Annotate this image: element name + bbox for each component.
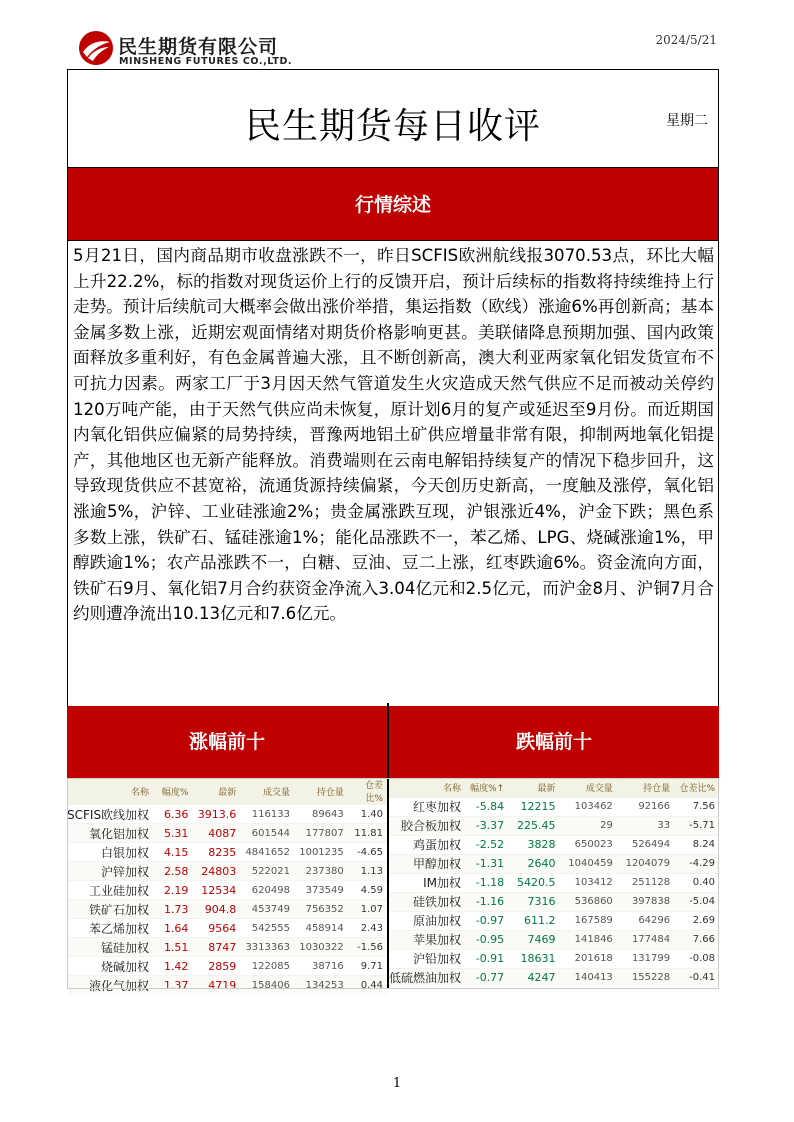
cell-name: 硅铁加权 (389, 892, 465, 911)
cell-oi-change-pct: 9.71 (348, 957, 387, 976)
cell-oi-change-pct: -4.65 (348, 843, 387, 862)
page-title: 民生期货每日收评 (244, 106, 541, 147)
table-row (67, 824, 387, 843)
cell-open-interest: 64296 (617, 911, 674, 930)
cell-volume: 620498 (240, 881, 294, 900)
cell-name: 胶合板加权 (389, 816, 465, 835)
top-gainers-table (67, 778, 387, 995)
cell-oi-change-pct: -0.41 (674, 968, 719, 987)
cell-volume: 201618 (560, 949, 617, 968)
cell-volume: 536860 (560, 892, 617, 911)
cell-name: SCFIS欧线加权 (67, 805, 153, 824)
cell-open-interest: 397838 (617, 892, 674, 911)
cell-volume: 3313363 (240, 938, 294, 957)
market-summary-text: 5月21日，国内商品期市收盘涨跌不一，昨日SCFIS欧洲航线报3070.53点，环比大幅上升22.2%，标的指数对现货运价上行的反馈开启，预计后续标的指数将持续维持上行走势。预计后续航司大概率会做出涨价举措，集运指数（欧线）涨逾6%再创新高；基本金属多数上涨，近期宏观面情绪对期货价格影响更甚。美联储降息预期加强、国内政策面释放多重利好，有色金属普遍大涨，且不断创新高，澳大利亚两家氧化铝发货宣布不可抗力因素。两家工厂于3月因天然气管道发生火灾造成天然气供应不足而被动关停约120万吨产能，由于天然气供应尚未恢复，原计划6月的复产或延迟至9月份。而近期国内氧化铝供应偏紧的局势持续，晋豫两地铝土矿供应增量非常有限，抑制两地氧化铝提产，其他地区也无新产能释放。消费端则在云南电解铝持续复产的情况下稳步回升，这导致现货供应不甚宽裕，流通货源持续偏紧，今天创历史新高，一度触及涨停，氧化铝涨逾5%，沪锌、工业硅涨逾2%；贵金属涨跌互现，沪银涨近4%，沪金下跌；黑色系多数上涨，铁矿石、锰硅涨逾1%；能化品涨跌不一，苯乙烯、LPG、烧碱涨逾1%，甲醇跌逾1%；农产品涨跌不一，白糖、豆油、豆二上涨，红枣跌逾6%。资金流向方面，铁矿石9月、氧化铝7月合约获资金净流入3.04亿元和2.5亿元，而沪金8月、沪铜7月合约则遭净流出10.13亿元和7.6亿元。 (73, 246, 714, 624)
table-row (389, 797, 719, 816)
cell-volume: 453749 (240, 900, 294, 919)
company-name-en: MINSHENG FUTURES CO.,LTD. (119, 56, 293, 67)
cell-name: 液化气加权 (67, 976, 153, 995)
cell-volume: 601544 (240, 824, 294, 843)
column-header-last-price: 最新 (192, 778, 240, 805)
cell-oi-change-pct: 4.59 (348, 881, 387, 900)
cell-name: 工业硅加权 (67, 881, 153, 900)
cell-change-pct: 1.42 (153, 957, 192, 976)
cell-oi-change-pct: 7.66 (674, 930, 719, 949)
table-row (67, 881, 387, 900)
cell-change-pct: 1.73 (153, 900, 192, 919)
column-header-open-interest: 持仓量 (617, 778, 674, 797)
overview-heading: 行情综述 (67, 167, 719, 241)
table-header-row (67, 778, 387, 805)
table-row (67, 843, 387, 862)
cell-volume: 29 (560, 816, 617, 835)
cell-name: IM加权 (389, 873, 465, 892)
cell-change-pct: -0.97 (465, 911, 508, 930)
cell-volume: 103462 (560, 797, 617, 816)
cell-volume: 4841652 (240, 843, 294, 862)
cell-name: 烧碱加权 (67, 957, 153, 976)
overview-section (67, 241, 719, 706)
table-row (389, 892, 719, 911)
cell-open-interest: 131799 (617, 949, 674, 968)
cell-last-price: 7469 (508, 930, 559, 949)
cell-last-price: 12215 (508, 797, 559, 816)
cell-oi-change-pct: 0.40 (674, 873, 719, 892)
table-row (67, 805, 387, 824)
column-header-volume: 成交量 (240, 778, 294, 805)
table-row (389, 949, 719, 968)
cell-name: 低硫燃油加权 (389, 968, 465, 987)
cell-oi-change-pct: 2.43 (348, 919, 387, 938)
cell-oi-change-pct: 1.13 (348, 862, 387, 881)
cell-change-pct: -5.84 (465, 797, 508, 816)
cell-change-pct: -0.91 (465, 949, 508, 968)
cell-volume: 103412 (560, 873, 617, 892)
cell-last-price: 4087 (192, 824, 240, 843)
cell-open-interest: 1030322 (294, 938, 348, 957)
cell-name: 氧化铝加权 (67, 824, 153, 843)
column-header-change-pct: 幅度% (153, 778, 192, 805)
cell-change-pct: -1.16 (465, 892, 508, 911)
cell-change-pct: 1.51 (153, 938, 192, 957)
company-logo (78, 28, 318, 72)
cell-last-price: 7316 (508, 892, 559, 911)
cell-open-interest: 92166 (617, 797, 674, 816)
cell-last-price: 18631 (508, 949, 559, 968)
report-date: 2024/5/21 (655, 33, 717, 47)
cell-oi-change-pct: 8.24 (674, 835, 719, 854)
column-header-last-price: 最新 (508, 778, 559, 797)
title-block (67, 69, 719, 167)
cell-open-interest: 458914 (294, 919, 348, 938)
cell-open-interest: 177484 (617, 930, 674, 949)
cell-last-price: 8235 (192, 843, 240, 862)
cell-name: 苯乙烯加权 (67, 919, 153, 938)
cell-last-price: 3913.6 (192, 805, 240, 824)
cell-oi-change-pct: -0.08 (674, 949, 719, 968)
cell-name: 鸡蛋加权 (389, 835, 465, 854)
table-row (67, 976, 387, 995)
cell-last-price: 12534 (192, 881, 240, 900)
cell-last-price: 5420.5 (508, 873, 559, 892)
cell-change-pct: -1.18 (465, 873, 508, 892)
top-gainers-heading: 涨幅前十 (67, 706, 387, 778)
cell-open-interest: 89643 (294, 805, 348, 824)
cell-last-price: 9564 (192, 919, 240, 938)
cell-oi-change-pct: 2.69 (674, 911, 719, 930)
company-name-cn: 民生期货有限公司 (118, 36, 279, 58)
cell-name: 红枣加权 (389, 797, 465, 816)
cell-name: 沪铅加权 (389, 949, 465, 968)
cell-oi-change-pct: 0.44 (348, 976, 387, 995)
cell-last-price: 3828 (508, 835, 559, 854)
table-row (389, 835, 719, 854)
cell-name: 沪锌加权 (67, 862, 153, 881)
cell-oi-change-pct: 11.81 (348, 824, 387, 843)
cell-change-pct: 4.15 (153, 843, 192, 862)
table-row (389, 816, 719, 835)
cell-change-pct: 2.19 (153, 881, 192, 900)
cell-open-interest: 237380 (294, 862, 348, 881)
cell-change-pct: -1.31 (465, 854, 508, 873)
cell-volume: 140413 (560, 968, 617, 987)
cell-oi-change-pct: 1.07 (348, 900, 387, 919)
cell-last-price: 24803 (192, 862, 240, 881)
column-header-volume: 成交量 (560, 778, 617, 797)
cell-name: 原油加权 (389, 911, 465, 930)
cell-open-interest: 373549 (294, 881, 348, 900)
table-row (389, 854, 719, 873)
cell-oi-change-pct: -5.04 (674, 892, 719, 911)
cell-name: 甲醇加权 (389, 854, 465, 873)
table-row (67, 900, 387, 919)
cell-name: 苹果加权 (389, 930, 465, 949)
cell-last-price: 611.2 (508, 911, 559, 930)
cell-volume: 122085 (240, 957, 294, 976)
cell-oi-change-pct: 1.40 (348, 805, 387, 824)
table-row (67, 957, 387, 976)
cell-volume: 141846 (560, 930, 617, 949)
cell-last-price: 2640 (508, 854, 559, 873)
table-header-row (389, 778, 719, 797)
cell-name: 白银加权 (67, 843, 153, 862)
cell-last-price: 4247 (508, 968, 559, 987)
cell-last-price: 4719 (192, 976, 240, 995)
cell-open-interest: 177807 (294, 824, 348, 843)
cell-change-pct: -3.37 (465, 816, 508, 835)
weekday-label: 星期二 (666, 113, 708, 129)
page-number: 1 (392, 1076, 402, 1091)
cell-volume: 1040459 (560, 854, 617, 873)
cell-volume: 650023 (560, 835, 617, 854)
table-row (389, 911, 719, 930)
cell-change-pct: -0.95 (465, 930, 508, 949)
column-header-name: 名称 (67, 778, 153, 805)
minsheng-logo-icon (78, 30, 114, 66)
cell-last-price: 904.8 (192, 900, 240, 919)
cell-oi-change-pct: -4.29 (674, 854, 719, 873)
cell-change-pct: -2.52 (465, 835, 508, 854)
table-row (389, 873, 719, 892)
cell-last-price: 8747 (192, 938, 240, 957)
cell-change-pct: -0.77 (465, 968, 508, 987)
cell-change-pct: 5.31 (153, 824, 192, 843)
table-row (67, 919, 387, 938)
cell-change-pct: 2.58 (153, 862, 192, 881)
cell-volume: 167589 (560, 911, 617, 930)
cell-last-price: 2859 (192, 957, 240, 976)
cell-volume: 158406 (240, 976, 294, 995)
table-row (67, 938, 387, 957)
cell-open-interest: 526494 (617, 835, 674, 854)
cell-last-price: 225.45 (508, 816, 559, 835)
table-row (389, 968, 719, 987)
cell-change-pct: 6.36 (153, 805, 192, 824)
cell-open-interest: 1001235 (294, 843, 348, 862)
table-row (389, 930, 719, 949)
top-losers-heading: 跌幅前十 (389, 706, 719, 778)
column-header-oi-change-pct: 仓差比% (348, 778, 387, 805)
cell-open-interest: 756352 (294, 900, 348, 919)
cell-volume: 542555 (240, 919, 294, 938)
cell-oi-change-pct: 7.56 (674, 797, 719, 816)
cell-volume: 522021 (240, 862, 294, 881)
cell-change-pct: 1.37 (153, 976, 192, 995)
cell-change-pct: 1.64 (153, 919, 192, 938)
column-header-oi-change-pct: 仓差比% (674, 778, 719, 797)
column-header-change-pct: 幅度%↑ (465, 778, 508, 797)
cell-name: 铁矿石加权 (67, 900, 153, 919)
column-header-name: 名称 (389, 778, 465, 797)
cell-oi-change-pct: -1.56 (348, 938, 387, 957)
cell-open-interest: 155228 (617, 968, 674, 987)
column-header-open-interest: 持仓量 (294, 778, 348, 805)
cell-open-interest: 251128 (617, 873, 674, 892)
table-row (67, 862, 387, 881)
cell-open-interest: 1204079 (617, 854, 674, 873)
cell-name: 锰硅加权 (67, 938, 153, 957)
cell-open-interest: 38716 (294, 957, 348, 976)
cell-oi-change-pct: -5.71 (674, 816, 719, 835)
top-losers-table (389, 778, 719, 987)
cell-open-interest: 134253 (294, 976, 348, 995)
cell-open-interest: 33 (617, 816, 674, 835)
cell-volume: 116133 (240, 805, 294, 824)
